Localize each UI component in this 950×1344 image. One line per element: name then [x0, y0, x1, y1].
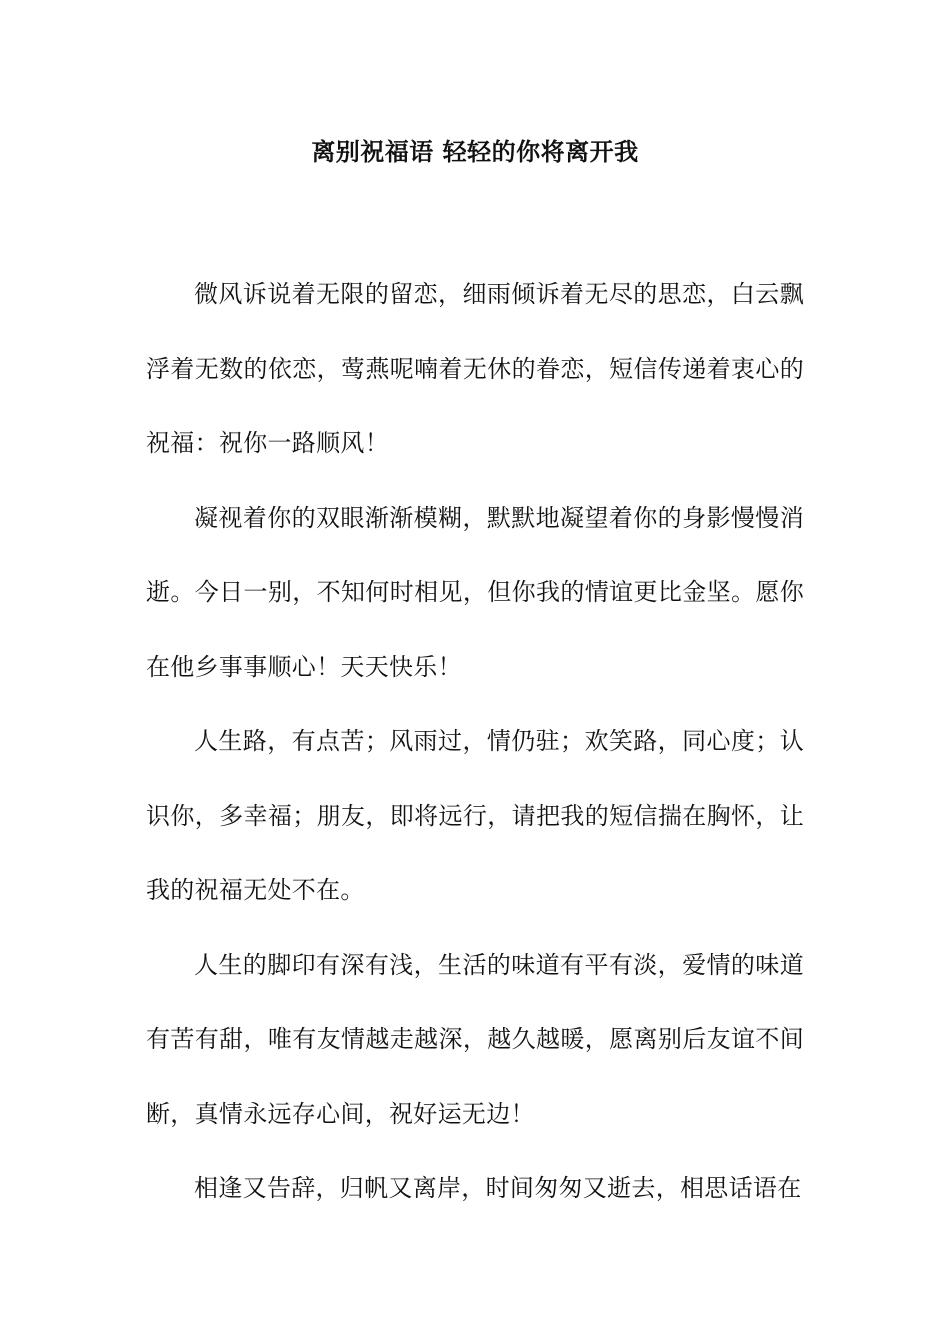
paragraph-5: 相逢又告辞，归帆又离岸，时间匆匆又逝去，相思话语在 [194, 1174, 802, 1202]
paragraph-4: 人生的脚印有深有浅，生活的味道有平有淡，爱情的味道有苦有甜，唯有友情越走越深，越久越暖，愿离别后友谊不间断，真情永远存心间，祝好运无边！ [146, 950, 804, 1128]
document-title: 离别祝福语 轻轻的你将离开我 [311, 137, 639, 166]
document-body [146, 257, 804, 1226]
paragraph-2: 凝视着你的双眼渐渐模糊，默默地凝望着你的身影慢慢消逝。今日一别，不知何时相见，但你我的情谊更比金坚。愿你在他乡事事顺心！天天快乐！ [146, 503, 804, 681]
paragraph-3: 人生路，有点苦；风雨过，情仍驻；欢笑路，同心度；认识你，多幸福；朋友，即将远行，请把我的短信揣在胸怀，让我的祝福无处不在。 [146, 727, 804, 904]
paragraph-1: 微风诉说着无限的留恋，细雨倾诉着无尽的思恋，白云飘浮着无数的依恋，莺燕呢喃着无休的眷恋，短信传递着衷心的祝福：祝你一路顺风！ [146, 280, 804, 457]
